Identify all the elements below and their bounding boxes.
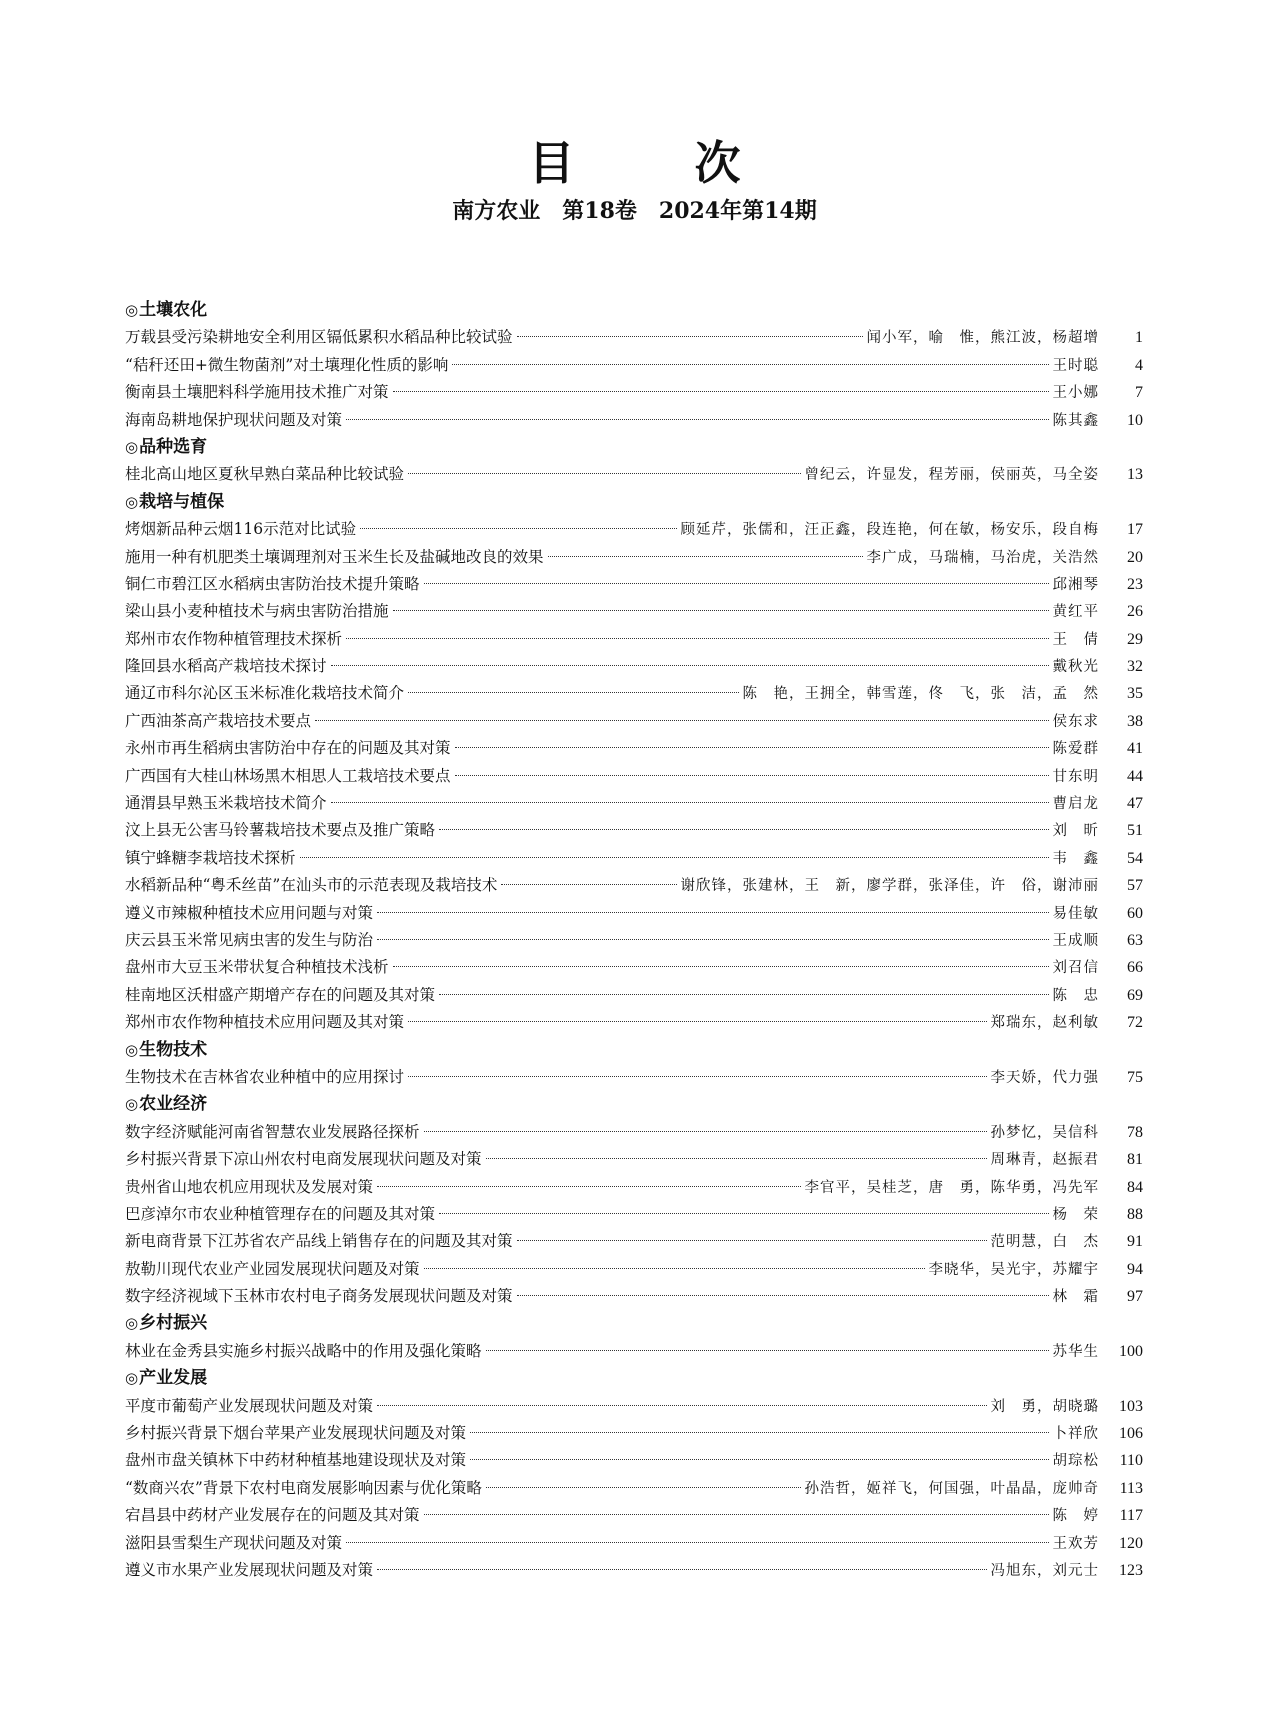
article-title: 巴彦淖尔市农业种植管理存在的问题及其对策 (125, 1204, 436, 1223)
section-bullet-icon: ◎ (125, 1095, 139, 1114)
section-name: 品种选育 (139, 436, 208, 457)
page-number: 100 (1119, 1342, 1143, 1360)
section-heading (125, 297, 1143, 324)
article-title: 海南岛耕地保护现状问题及对策 (125, 410, 343, 429)
dot-leader (377, 1569, 986, 1570)
article-title: 盘州市大豆玉米带状复合种植技术浅析 (125, 958, 389, 977)
toc-entry[interactable] (125, 1475, 1143, 1502)
toc-entry[interactable] (125, 516, 1143, 543)
article-title: 桂南地区沃柑盛产期增产存在的问题及其对策 (125, 985, 436, 1004)
dot-leader (501, 884, 676, 885)
article-authors: 郑瑞东，赵利敏 (990, 1015, 1099, 1032)
page-number: 63 (1127, 931, 1143, 949)
article-title: 通渭县早熟玉米栽培技术简介 (125, 794, 327, 813)
dot-leader (439, 994, 1048, 995)
page-number: 60 (1127, 904, 1143, 922)
page-number: 75 (1127, 1068, 1143, 1086)
toc-entry[interactable] (125, 544, 1143, 571)
article-title: 庆云县玉米常见病虫害的发生与防治 (125, 930, 374, 949)
dot-leader (548, 556, 863, 557)
page-number: 51 (1127, 822, 1143, 840)
article-authors: 杨 荣 (1052, 1206, 1099, 1223)
page-number: 91 (1127, 1233, 1143, 1251)
toc-entry[interactable] (125, 1502, 1143, 1529)
toc-entry[interactable] (125, 379, 1143, 406)
page-number: 123 (1119, 1561, 1143, 1579)
dot-leader (517, 1295, 1049, 1296)
dot-leader (393, 391, 1049, 392)
page-number: 103 (1119, 1397, 1143, 1415)
toc-entry[interactable] (125, 680, 1143, 707)
toc-entry[interactable] (125, 927, 1143, 954)
toc-entry[interactable] (125, 1557, 1143, 1584)
toc-entry[interactable] (125, 954, 1143, 981)
article-title: 汶上县无公害马铃薯栽培技术要点及推广策略 (125, 821, 436, 840)
section-name: 生物技术 (139, 1039, 208, 1060)
page-number: 66 (1127, 959, 1143, 977)
page-number: 54 (1127, 849, 1143, 867)
dot-leader (486, 1350, 1049, 1351)
article-authors: 刘召信 (1052, 960, 1099, 977)
page-number: 7 (1135, 384, 1143, 402)
article-title: 遵义市水果产业发展现状问题及对策 (125, 1560, 374, 1579)
article-authors: 李晓华，吴光宇，苏耀宇 (928, 1261, 1099, 1278)
toc-entry[interactable] (125, 1009, 1143, 1036)
page-number: 23 (1127, 575, 1143, 593)
article-title: 广西国有大桂山林场黑木相思人工栽培技术要点 (125, 766, 451, 785)
article-authors: 范明慧，白 杰 (990, 1234, 1099, 1251)
article-authors: 陈 艳，王拥全，韩雪莲，佟 飞，张 洁，孟 然 (742, 686, 1099, 703)
article-authors: 王成顺 (1052, 932, 1099, 949)
article-title: 镇宁蜂糖李栽培技术探析 (125, 848, 296, 867)
toc-entry[interactable] (125, 626, 1143, 653)
toc-entry[interactable] (125, 1256, 1143, 1283)
journal-issue-line: 南方农业 第18卷 2024年第14期 (452, 198, 817, 224)
toc-entry[interactable] (125, 461, 1143, 488)
article-title: 永州市再生稻病虫害防治中存在的问题及其对策 (125, 739, 451, 758)
page-number: 29 (1127, 630, 1143, 648)
page-title: 目 次 (528, 136, 793, 190)
page-number: 106 (1119, 1425, 1143, 1443)
section-heading (125, 489, 1143, 516)
section-name: 乡村振兴 (139, 1313, 208, 1334)
article-title: 铜仁市碧江区水稻病虫害防治技术提升策略 (125, 574, 420, 593)
page-number: 20 (1127, 548, 1143, 566)
article-title: 桂北高山地区夏秋早熟白菜品种比较试验 (125, 465, 405, 484)
page-number: 88 (1127, 1205, 1143, 1223)
article-title: 林业在金秀县实施乡村振兴战略中的作用及强化策略 (125, 1341, 482, 1360)
article-authors: 周琳青，赵振君 (990, 1152, 1099, 1169)
toc-entry[interactable] (125, 1283, 1143, 1310)
dot-leader (470, 1432, 1048, 1433)
toc-entry[interactable] (125, 407, 1143, 434)
dot-leader (424, 1131, 987, 1132)
dot-leader (470, 1459, 1048, 1460)
section-heading (125, 1310, 1143, 1337)
article-authors: 陈爱群 (1052, 741, 1099, 758)
toc-entry[interactable] (125, 763, 1143, 790)
section-name: 栽培与植保 (139, 491, 225, 512)
article-authors: 刘 昕 (1052, 823, 1099, 840)
dot-leader (377, 1405, 986, 1406)
article-authors: 李广成，马瑞楠，马治虎，关浩然 (866, 549, 1099, 566)
section-bullet-icon: ◎ (125, 301, 139, 319)
article-title: 烤烟新品种云烟116示范对比试验 (125, 520, 357, 539)
dot-leader (455, 747, 1049, 748)
dot-leader (517, 336, 863, 337)
article-authors: 刘 勇，胡晓璐 (990, 1398, 1099, 1415)
page-number: 17 (1127, 521, 1143, 539)
dot-leader (439, 829, 1048, 830)
article-authors: 谢欣锋，张建林，王 新，廖学群，张泽佳，许 俗，谢沛丽 (680, 878, 1099, 895)
toc-entry[interactable] (125, 900, 1143, 927)
article-authors: 曹启龙 (1052, 796, 1099, 813)
article-title: 施用一种有机肥类土壤调理剂对玉米生长及盐碱地改良的效果 (125, 547, 544, 566)
article-title: 数字经济赋能河南省智慧农业发展路径探析 (125, 1122, 420, 1141)
dot-leader (424, 1268, 925, 1269)
article-authors: 李天娇，代力强 (990, 1069, 1099, 1086)
page-number: 4 (1135, 356, 1143, 374)
dot-leader (331, 802, 1049, 803)
article-title: 广西油茶高产栽培技术要点 (125, 711, 312, 730)
toc-entry[interactable] (125, 352, 1143, 379)
article-authors: 李官平，吴桂芝，唐 勇，陈华勇，冯先军 (804, 1179, 1099, 1196)
section-bullet-icon: ◎ (125, 1314, 139, 1333)
dot-leader (424, 583, 1049, 584)
article-authors: 胡琮松 (1052, 1453, 1099, 1470)
dot-leader (315, 720, 1048, 721)
toc-entry[interactable] (125, 1420, 1143, 1447)
article-authors: 韦 鑫 (1052, 850, 1099, 867)
section-bullet-icon: ◎ (125, 1040, 139, 1059)
article-authors: 闻小军，喻 惟，熊江波，杨超增 (866, 330, 1099, 347)
page-number: 57 (1127, 877, 1143, 895)
toc-entry[interactable] (125, 324, 1143, 351)
article-title: 梁山县小麦种植技术与病虫害防治措施 (125, 602, 389, 621)
dot-leader (300, 857, 1049, 858)
article-title: 新电商背景下江苏省农产品线上销售存在的问题及其对策 (125, 1232, 513, 1251)
page-number: 26 (1127, 603, 1143, 621)
page-number: 110 (1119, 1452, 1143, 1470)
article-authors: 陈 忠 (1052, 987, 1099, 1004)
section-bullet-icon: ◎ (125, 1369, 139, 1388)
article-authors: 林 霜 (1052, 1289, 1099, 1306)
dot-leader (486, 1158, 987, 1159)
dot-leader (408, 1076, 986, 1077)
toc-entry[interactable] (125, 1338, 1143, 1365)
toc-entry[interactable] (125, 982, 1143, 1009)
article-title: 敖勒川现代农业产业园发展现状问题及对策 (125, 1259, 420, 1278)
page-number: 32 (1127, 658, 1143, 676)
dot-leader (360, 528, 676, 529)
article-title: 平度市葡萄产业发展现状问题及对策 (125, 1396, 374, 1415)
article-authors: 易佳敏 (1052, 905, 1099, 922)
table-of-contents (125, 297, 1143, 1584)
section-bullet-icon: ◎ (125, 437, 139, 456)
section-name: 土壤农化 (139, 300, 208, 320)
page-number: 69 (1127, 986, 1143, 1004)
toc-entry[interactable] (125, 845, 1143, 872)
article-title: 郑州市农作物种植技术应用问题及其对策 (125, 1013, 405, 1032)
page-number: 117 (1119, 1507, 1143, 1525)
article-authors: 曾纪云，许显发，程芳丽，侯丽英，马全姿 (804, 467, 1099, 484)
article-authors: 王时聪 (1052, 357, 1099, 374)
article-authors: 侯东求 (1052, 713, 1099, 730)
article-title: 衡南县土壤肥料科学施用技术推广对策 (125, 383, 389, 402)
article-title: 通辽市科尔沁区玉米标准化栽培技术简介 (125, 684, 405, 703)
page-number: 47 (1127, 795, 1143, 813)
toc-entry[interactable] (125, 1201, 1143, 1228)
section-heading (125, 1037, 1143, 1064)
page-number: 10 (1127, 411, 1143, 429)
article-title: 郑州市农作物种植管理技术探析 (125, 629, 343, 648)
article-title: 乡村振兴背景下凉山州农村电商发展现状问题及对策 (125, 1150, 482, 1169)
article-title: “秸秆还田+微生物菌剂”对土壤理化性质的影响 (125, 355, 449, 374)
article-authors: 邱湘琴 (1052, 576, 1099, 593)
article-authors: 王欢芳 (1052, 1535, 1099, 1552)
dot-leader (439, 1213, 1048, 1214)
dot-leader (377, 939, 1048, 940)
section-bullet-icon: ◎ (125, 492, 139, 511)
dot-leader (377, 1186, 800, 1187)
dot-leader (346, 419, 1048, 420)
dot-leader (331, 665, 1049, 666)
toc-entry[interactable] (125, 790, 1143, 817)
article-authors: 王 倩 (1052, 631, 1099, 648)
article-authors: 孙浩哲，姬祥飞，何国强，叶晶晶，庞帅奇 (804, 1480, 1099, 1497)
section-name: 产业发展 (139, 1368, 208, 1389)
dot-leader (346, 1542, 1048, 1543)
dot-leader (486, 1487, 801, 1488)
dot-leader (424, 1514, 1049, 1515)
article-authors: 冯旭东，刘元士 (990, 1562, 1099, 1579)
article-title: 数字经济视域下玉林市农村电子商务发展现状问题及对策 (125, 1287, 513, 1306)
page-number: 113 (1119, 1479, 1143, 1497)
page-number: 97 (1127, 1288, 1143, 1306)
dot-leader (452, 364, 1048, 365)
toc-entry[interactable] (125, 735, 1143, 762)
article-title: 盘州市盘关镇林下中药材种植基地建设现状及对策 (125, 1451, 467, 1470)
article-authors: 陈 婷 (1052, 1508, 1099, 1525)
article-title: 乡村振兴背景下烟台苹果产业发展现状问题及对策 (125, 1424, 467, 1443)
article-title: 滋阳县雪梨生产现状问题及对策 (125, 1533, 343, 1552)
dot-leader (346, 638, 1048, 639)
dot-leader (455, 775, 1049, 776)
toc-entry[interactable] (125, 571, 1143, 598)
dot-leader (393, 610, 1049, 611)
toc-entry[interactable] (125, 708, 1143, 735)
page-number: 120 (1119, 1534, 1143, 1552)
toc-entry[interactable] (125, 1447, 1143, 1474)
page-number: 38 (1127, 712, 1143, 730)
toc-entry[interactable] (125, 872, 1143, 899)
section-heading (125, 1365, 1143, 1392)
article-title: 水稻新品种“粤禾丝苗”在汕头市的示范表现及栽培技术 (125, 876, 498, 895)
article-authors: 陈其鑫 (1052, 412, 1099, 429)
article-authors: 黄红平 (1052, 604, 1099, 621)
section-name: 农业经济 (139, 1094, 208, 1115)
page-number: 84 (1127, 1178, 1143, 1196)
article-authors: 王小娜 (1052, 385, 1099, 402)
page-number: 44 (1127, 767, 1143, 785)
article-title: 宕昌县中药材产业发展存在的问题及其对策 (125, 1506, 420, 1525)
dot-leader (408, 692, 738, 693)
article-authors: 戴秋光 (1052, 659, 1099, 676)
toc-entry[interactable] (125, 817, 1143, 844)
dot-leader (517, 1240, 987, 1241)
article-title: 贵州省山地农机应用现状及发展对策 (125, 1177, 374, 1196)
dot-leader (408, 473, 800, 474)
article-title: 生物技术在吉林省农业种植中的应用探讨 (125, 1067, 405, 1086)
page-number: 78 (1127, 1123, 1143, 1141)
toc-entry[interactable] (125, 1146, 1143, 1173)
dot-leader (393, 966, 1049, 967)
page-number: 72 (1127, 1014, 1143, 1032)
article-authors: 孙梦忆，吴信科 (990, 1124, 1099, 1141)
toc-entry[interactable] (125, 1530, 1143, 1557)
article-title: 万载县受污染耕地安全利用区镉低累积水稻品种比较试验 (125, 328, 513, 347)
section-heading (125, 434, 1143, 461)
toc-entry[interactable] (125, 1119, 1143, 1146)
article-authors: 苏华生 (1052, 1343, 1099, 1360)
toc-entry[interactable] (125, 1174, 1143, 1201)
toc-entry[interactable] (125, 1393, 1143, 1420)
article-authors: 顾延芹，张儒和，汪正鑫，段连艳，何在敏，杨安乐，段自梅 (680, 522, 1099, 539)
page-number: 35 (1127, 685, 1143, 703)
toc-entry[interactable] (125, 1064, 1143, 1091)
page-number: 13 (1127, 466, 1143, 484)
dot-leader (408, 1021, 986, 1022)
article-authors: 卜祥欣 (1052, 1426, 1099, 1443)
toc-entry[interactable] (125, 598, 1143, 625)
article-title: 遵义市辣椒种植技术应用问题与对策 (125, 903, 374, 922)
toc-entry[interactable] (125, 1228, 1143, 1255)
toc-entry[interactable] (125, 653, 1143, 680)
article-authors: 甘东明 (1052, 768, 1099, 785)
page-number: 1 (1135, 329, 1143, 347)
dot-leader (377, 912, 1048, 913)
page-number: 81 (1127, 1151, 1143, 1169)
article-title: “数商兴农”背景下农村电商发展影响因素与优化策略 (125, 1478, 482, 1497)
section-heading (125, 1091, 1143, 1118)
page-number: 41 (1127, 740, 1143, 758)
article-title: 隆回县水稻高产栽培技术探讨 (125, 657, 327, 676)
page-number: 94 (1127, 1260, 1143, 1278)
